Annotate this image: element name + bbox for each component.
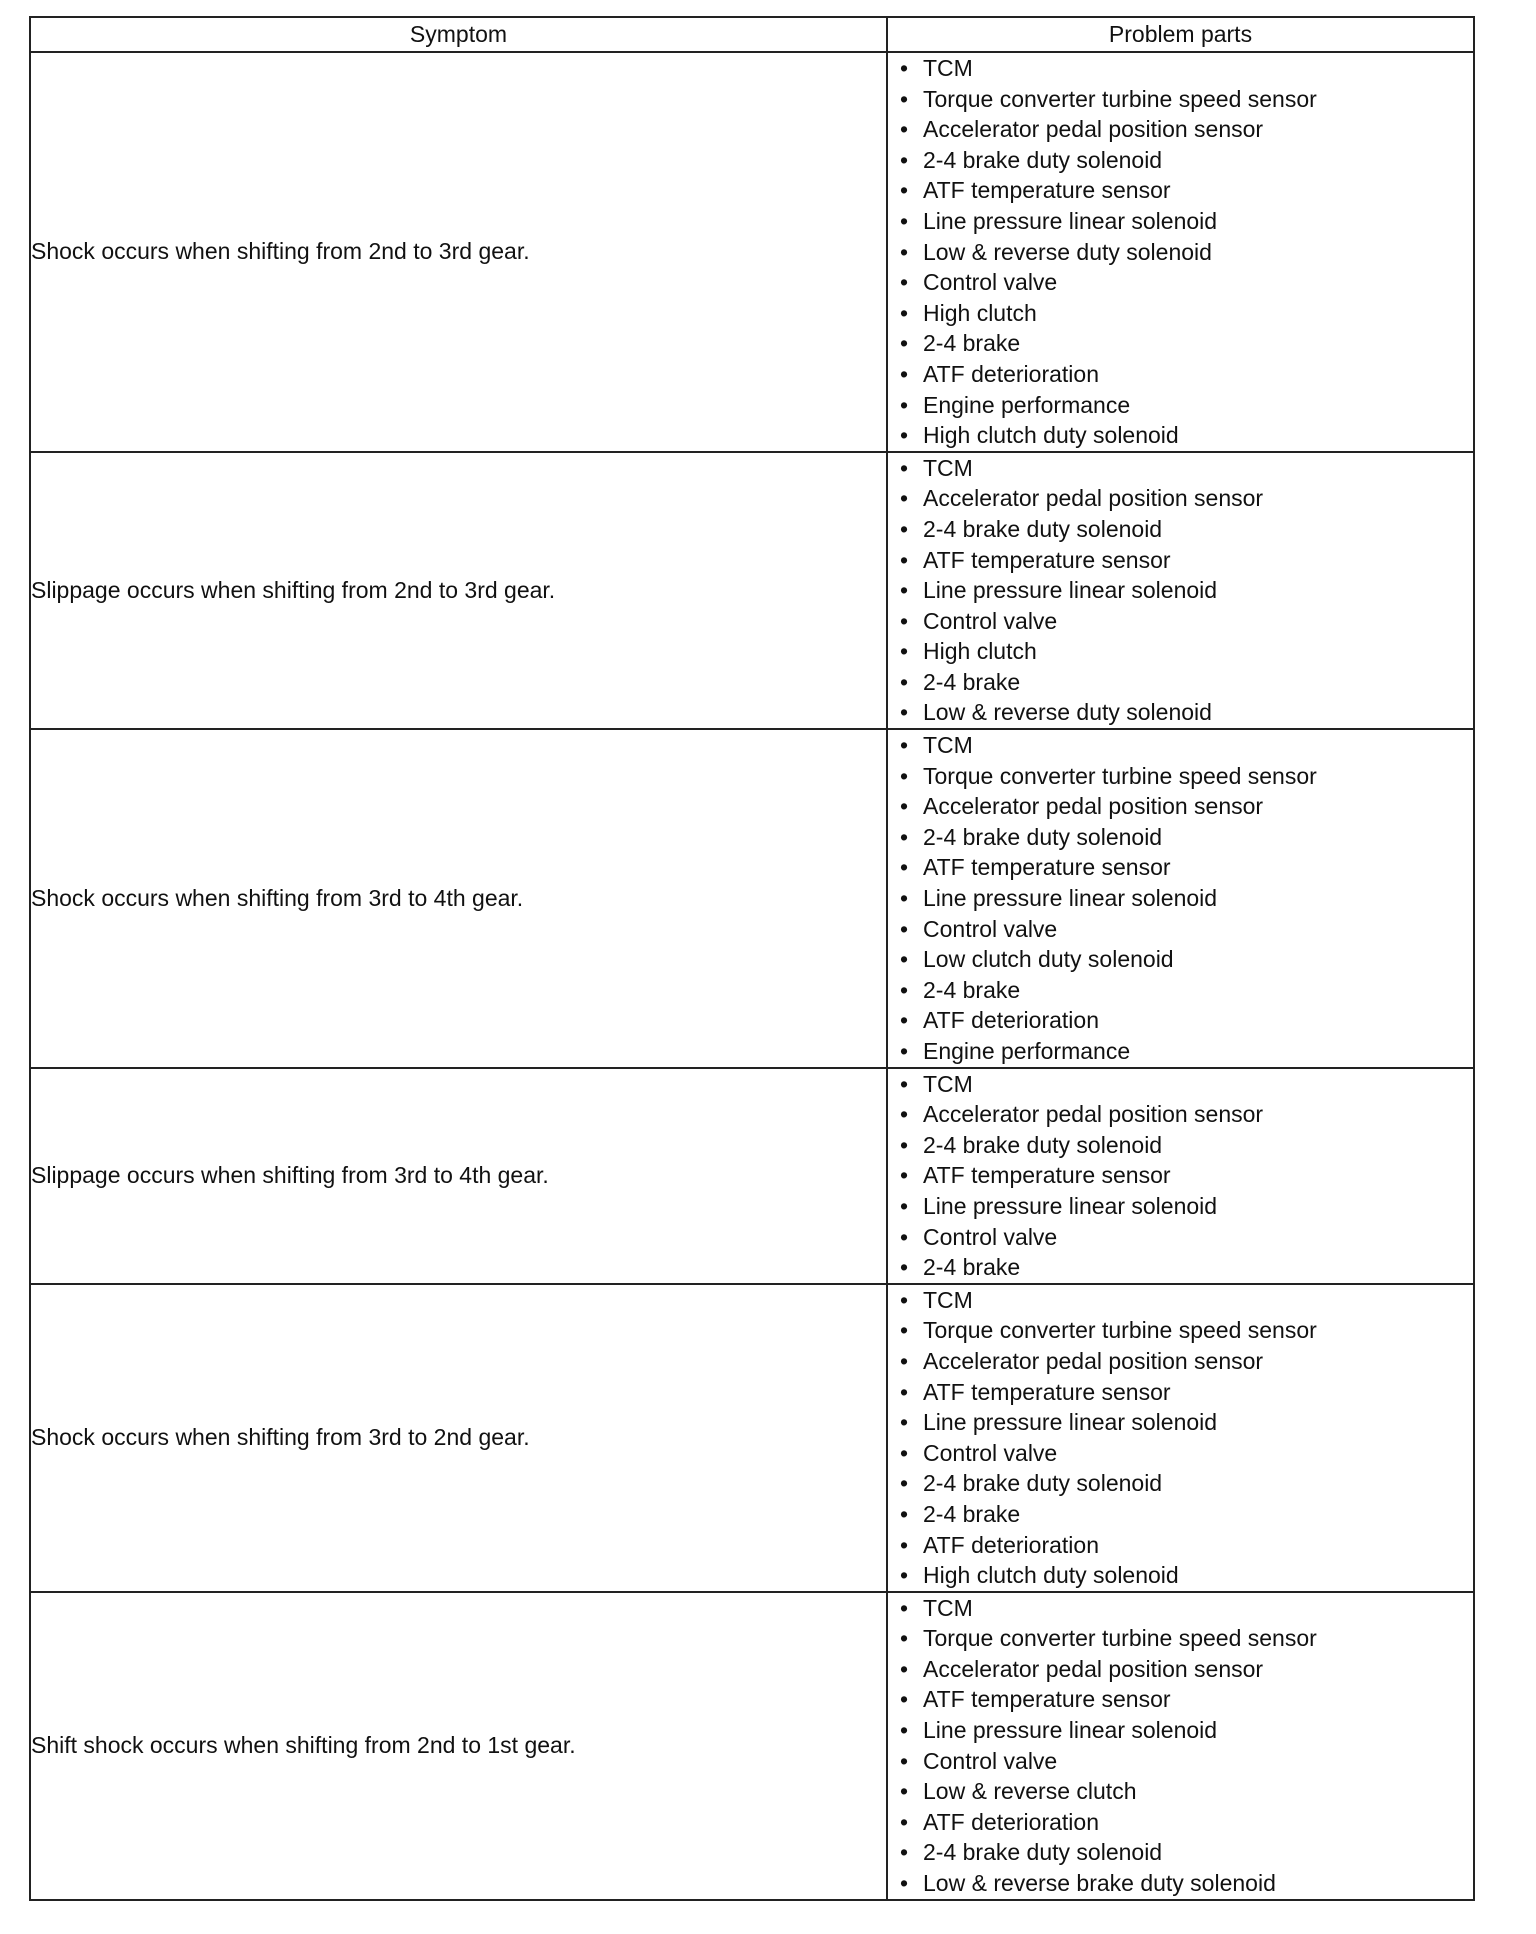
problem-part-item: • ATF temperature sensor — [900, 545, 1473, 576]
problem-part-item: • Low clutch duty solenoid — [900, 944, 1473, 975]
table-row — [30, 1592, 1474, 1900]
table-row — [30, 1068, 1474, 1284]
problem-part-item: • High clutch — [900, 298, 1473, 329]
problem-part-item: • Control valve — [900, 1746, 1473, 1777]
problem-parts-cell — [887, 1592, 1474, 1900]
problem-part-item: • Low & reverse duty solenoid — [900, 237, 1473, 268]
problem-parts-list — [888, 53, 1473, 451]
problem-part-item: • 2-4 brake duty solenoid — [900, 1837, 1473, 1868]
table-header-row — [30, 17, 1474, 52]
table-row — [30, 452, 1474, 729]
problem-part-item: • ATF temperature sensor — [900, 852, 1473, 883]
problem-part-item: • Engine performance — [900, 1036, 1473, 1067]
problem-part-item: • Accelerator pedal position sensor — [900, 114, 1473, 145]
problem-part-item: • High clutch duty solenoid — [900, 1560, 1473, 1591]
problem-part-item: • TCM — [900, 453, 1473, 484]
symptom-cell: Shock occurs when shifting from 3rd to 2nd gear. — [30, 1284, 887, 1592]
symptom-cell: Shock occurs when shifting from 2nd to 3rd gear. — [30, 52, 887, 452]
problem-part-item: • 2-4 brake duty solenoid — [900, 822, 1473, 853]
problem-part-item: • Control valve — [900, 914, 1473, 945]
problem-part-item: • Torque converter turbine speed sensor — [900, 1315, 1473, 1346]
problem-part-item: • Accelerator pedal position sensor — [900, 1099, 1473, 1130]
problem-parts-column-header: Problem parts — [887, 17, 1474, 52]
problem-parts-list — [888, 1593, 1473, 1899]
problem-parts-cell — [887, 1284, 1474, 1592]
problem-part-item: • ATF temperature sensor — [900, 1160, 1473, 1191]
problem-part-item: • Line pressure linear solenoid — [900, 883, 1473, 914]
diagnosis-table-container — [29, 16, 1473, 1901]
table-row — [30, 1284, 1474, 1592]
problem-parts-cell — [887, 729, 1474, 1068]
problem-part-item: • Accelerator pedal position sensor — [900, 483, 1473, 514]
table-body — [30, 52, 1474, 1900]
problem-part-item: • 2-4 brake — [900, 1252, 1473, 1283]
symptom-cell: Shock occurs when shifting from 3rd to 4th gear. — [30, 729, 887, 1068]
problem-part-item: • Line pressure linear solenoid — [900, 1715, 1473, 1746]
problem-part-item: • ATF temperature sensor — [900, 175, 1473, 206]
problem-part-item: • Control valve — [900, 606, 1473, 637]
problem-part-item: • Torque converter turbine speed sensor — [900, 1623, 1473, 1654]
problem-parts-list — [888, 730, 1473, 1067]
problem-part-item: • Accelerator pedal position sensor — [900, 1654, 1473, 1685]
problem-part-item: • Control valve — [900, 1438, 1473, 1469]
problem-part-item: • ATF deterioration — [900, 359, 1473, 390]
problem-part-item: • 2-4 brake — [900, 1499, 1473, 1530]
problem-parts-list — [888, 1069, 1473, 1283]
problem-part-item: • Line pressure linear solenoid — [900, 1191, 1473, 1222]
problem-part-item: • High clutch — [900, 636, 1473, 667]
problem-part-item: • 2-4 brake duty solenoid — [900, 1468, 1473, 1499]
problem-part-item: • TCM — [900, 1593, 1473, 1624]
problem-part-item: • ATF temperature sensor — [900, 1377, 1473, 1408]
problem-part-item: • High clutch duty solenoid — [900, 420, 1473, 451]
problem-part-item: • 2-4 brake duty solenoid — [900, 1130, 1473, 1161]
problem-part-item: • TCM — [900, 1069, 1473, 1100]
table-row — [30, 52, 1474, 452]
problem-part-item: • TCM — [900, 730, 1473, 761]
symptom-cell: Slippage occurs when shifting from 3rd to 4th gear. — [30, 1068, 887, 1284]
problem-part-item: • Engine performance — [900, 390, 1473, 421]
problem-part-item: • ATF deterioration — [900, 1530, 1473, 1561]
problem-parts-cell — [887, 1068, 1474, 1284]
problem-part-item: • TCM — [900, 53, 1473, 84]
problem-part-item: • ATF deterioration — [900, 1005, 1473, 1036]
problem-part-item: • 2-4 brake — [900, 328, 1473, 359]
problem-part-item: • Control valve — [900, 267, 1473, 298]
problem-parts-cell — [887, 52, 1474, 452]
problem-part-item: • TCM — [900, 1285, 1473, 1316]
problem-parts-list — [888, 453, 1473, 728]
table-row — [30, 729, 1474, 1068]
problem-part-item: • 2-4 brake — [900, 667, 1473, 698]
problem-part-item: • Line pressure linear solenoid — [900, 206, 1473, 237]
symptom-table — [29, 16, 1475, 1901]
problem-part-item: • ATF temperature sensor — [900, 1684, 1473, 1715]
problem-part-item: • 2-4 brake — [900, 975, 1473, 1006]
problem-part-item: • Low & reverse brake duty solenoid — [900, 1868, 1473, 1899]
problem-parts-cell — [887, 452, 1474, 729]
problem-part-item: • Accelerator pedal position sensor — [900, 791, 1473, 822]
problem-part-item: • Control valve — [900, 1222, 1473, 1253]
problem-part-item: • Accelerator pedal position sensor — [900, 1346, 1473, 1377]
symptom-cell: Slippage occurs when shifting from 2nd to 3rd gear. — [30, 452, 887, 729]
problem-part-item: • Torque converter turbine speed sensor — [900, 84, 1473, 115]
problem-part-item: • Line pressure linear solenoid — [900, 1407, 1473, 1438]
problem-part-item: • 2-4 brake duty solenoid — [900, 514, 1473, 545]
problem-part-item: • 2-4 brake duty solenoid — [900, 145, 1473, 176]
problem-part-item: • Torque converter turbine speed sensor — [900, 761, 1473, 792]
problem-part-item: • Line pressure linear solenoid — [900, 575, 1473, 606]
problem-parts-list — [888, 1285, 1473, 1591]
problem-part-item: • Low & reverse duty solenoid — [900, 697, 1473, 728]
symptom-column-header: Symptom — [30, 17, 887, 52]
problem-part-item: • Low & reverse clutch — [900, 1776, 1473, 1807]
problem-part-item: • ATF deterioration — [900, 1807, 1473, 1838]
symptom-cell: Shift shock occurs when shifting from 2nd to 1st gear. — [30, 1592, 887, 1900]
